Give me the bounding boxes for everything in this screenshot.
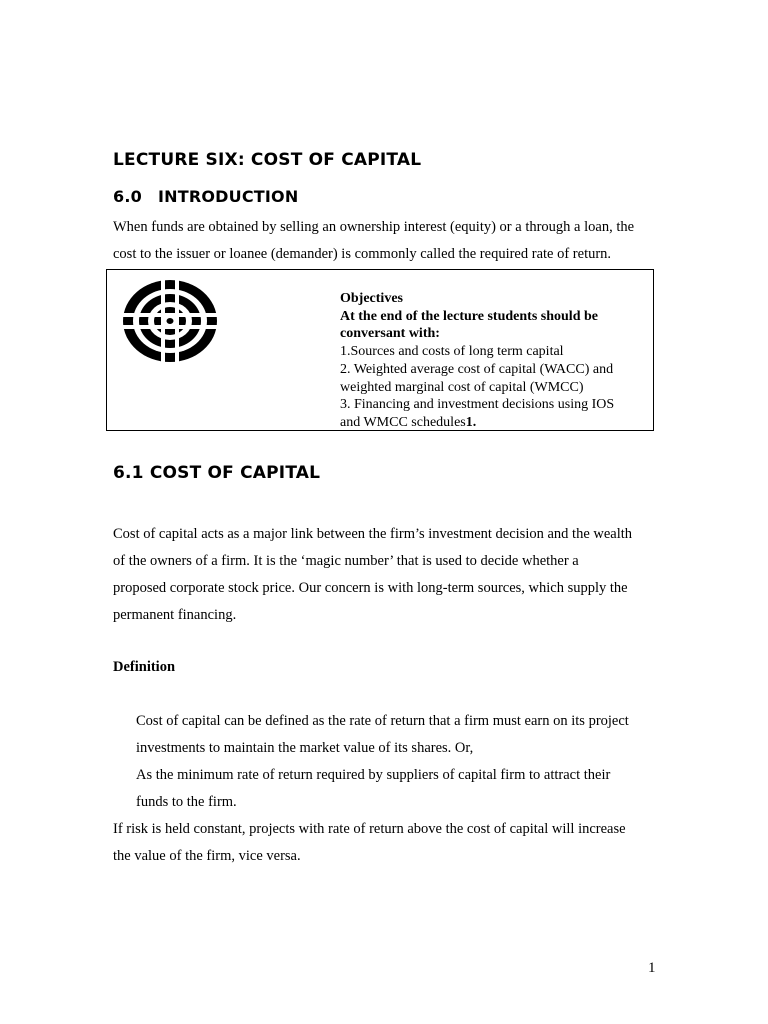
definition-line-4: funds to the firm. [136,794,237,810]
intro-line-1: When funds are obtained by selling an ownership interest (equity) or a through a loan, the [113,219,635,235]
objectives-item-line-5 [340,414,614,432]
section-61-line-3: proposed corporate stock price. Our concern is with long-term sources, which supply the [113,580,628,596]
objectives-item-line-2: 2. Weighted average cost of capital (WACC) and [340,361,614,377]
lecture-title: LECTURE SIX: COST OF CAPITAL [113,150,422,170]
objectives-item-line-5-text: and WMCC schedules [340,414,466,430]
definition-line-3: As the minimum rate of return required by suppliers of capital firm to attract their [136,767,611,783]
objectives-item-line-1: 1.Sources and costs of long term capital [340,344,564,360]
objectives-text [340,290,614,432]
objectives-item-line-3: weighted marginal cost of capital (WMCC) [340,379,584,395]
target-emblem-icon [121,278,219,369]
section-61-line-4: permanent financing. [113,607,237,623]
intro-line-2: cost to the issuer or loanee (demander) is commonly called the required rate of return. [113,246,612,262]
objectives-lead-line-1: At the end of the lecture students should be [340,308,598,324]
objectives-item-line-4: 3. Financing and investment decisions using IOS [340,397,615,413]
definition-line-2: investments to maintain the market value of its shares. Or, [136,740,474,756]
page-number: 1 [648,960,656,976]
section-61-heading: 6.1 COST OF CAPITAL [113,463,321,483]
definition-line-1: Cost of capital can be defined as the rate of return that a firm must earn on its project [136,713,629,729]
section-61-line-1: Cost of capital acts as a major link between the firm’s investment decision and the wealth [113,526,633,542]
intro-heading-number: 6.0 [113,187,142,206]
closing-line-2: the value of the firm, vice versa. [113,848,301,864]
closing-line-1: If risk is held constant, projects with rate of return above the cost of capital will increase [113,821,626,837]
objectives-title: Objectives [340,291,403,306]
section-61-line-2: of the owners of a firm. It is the ‘magic number’ that is used to decide whether a [113,553,579,569]
definition-heading: Definition [113,659,176,675]
objectives-box [106,269,654,431]
objectives-item-line-5-bold: 1. [465,414,477,430]
intro-heading-text: INTRODUCTION [158,187,299,206]
objectives-lead-line-2: conversant with: [340,326,440,342]
